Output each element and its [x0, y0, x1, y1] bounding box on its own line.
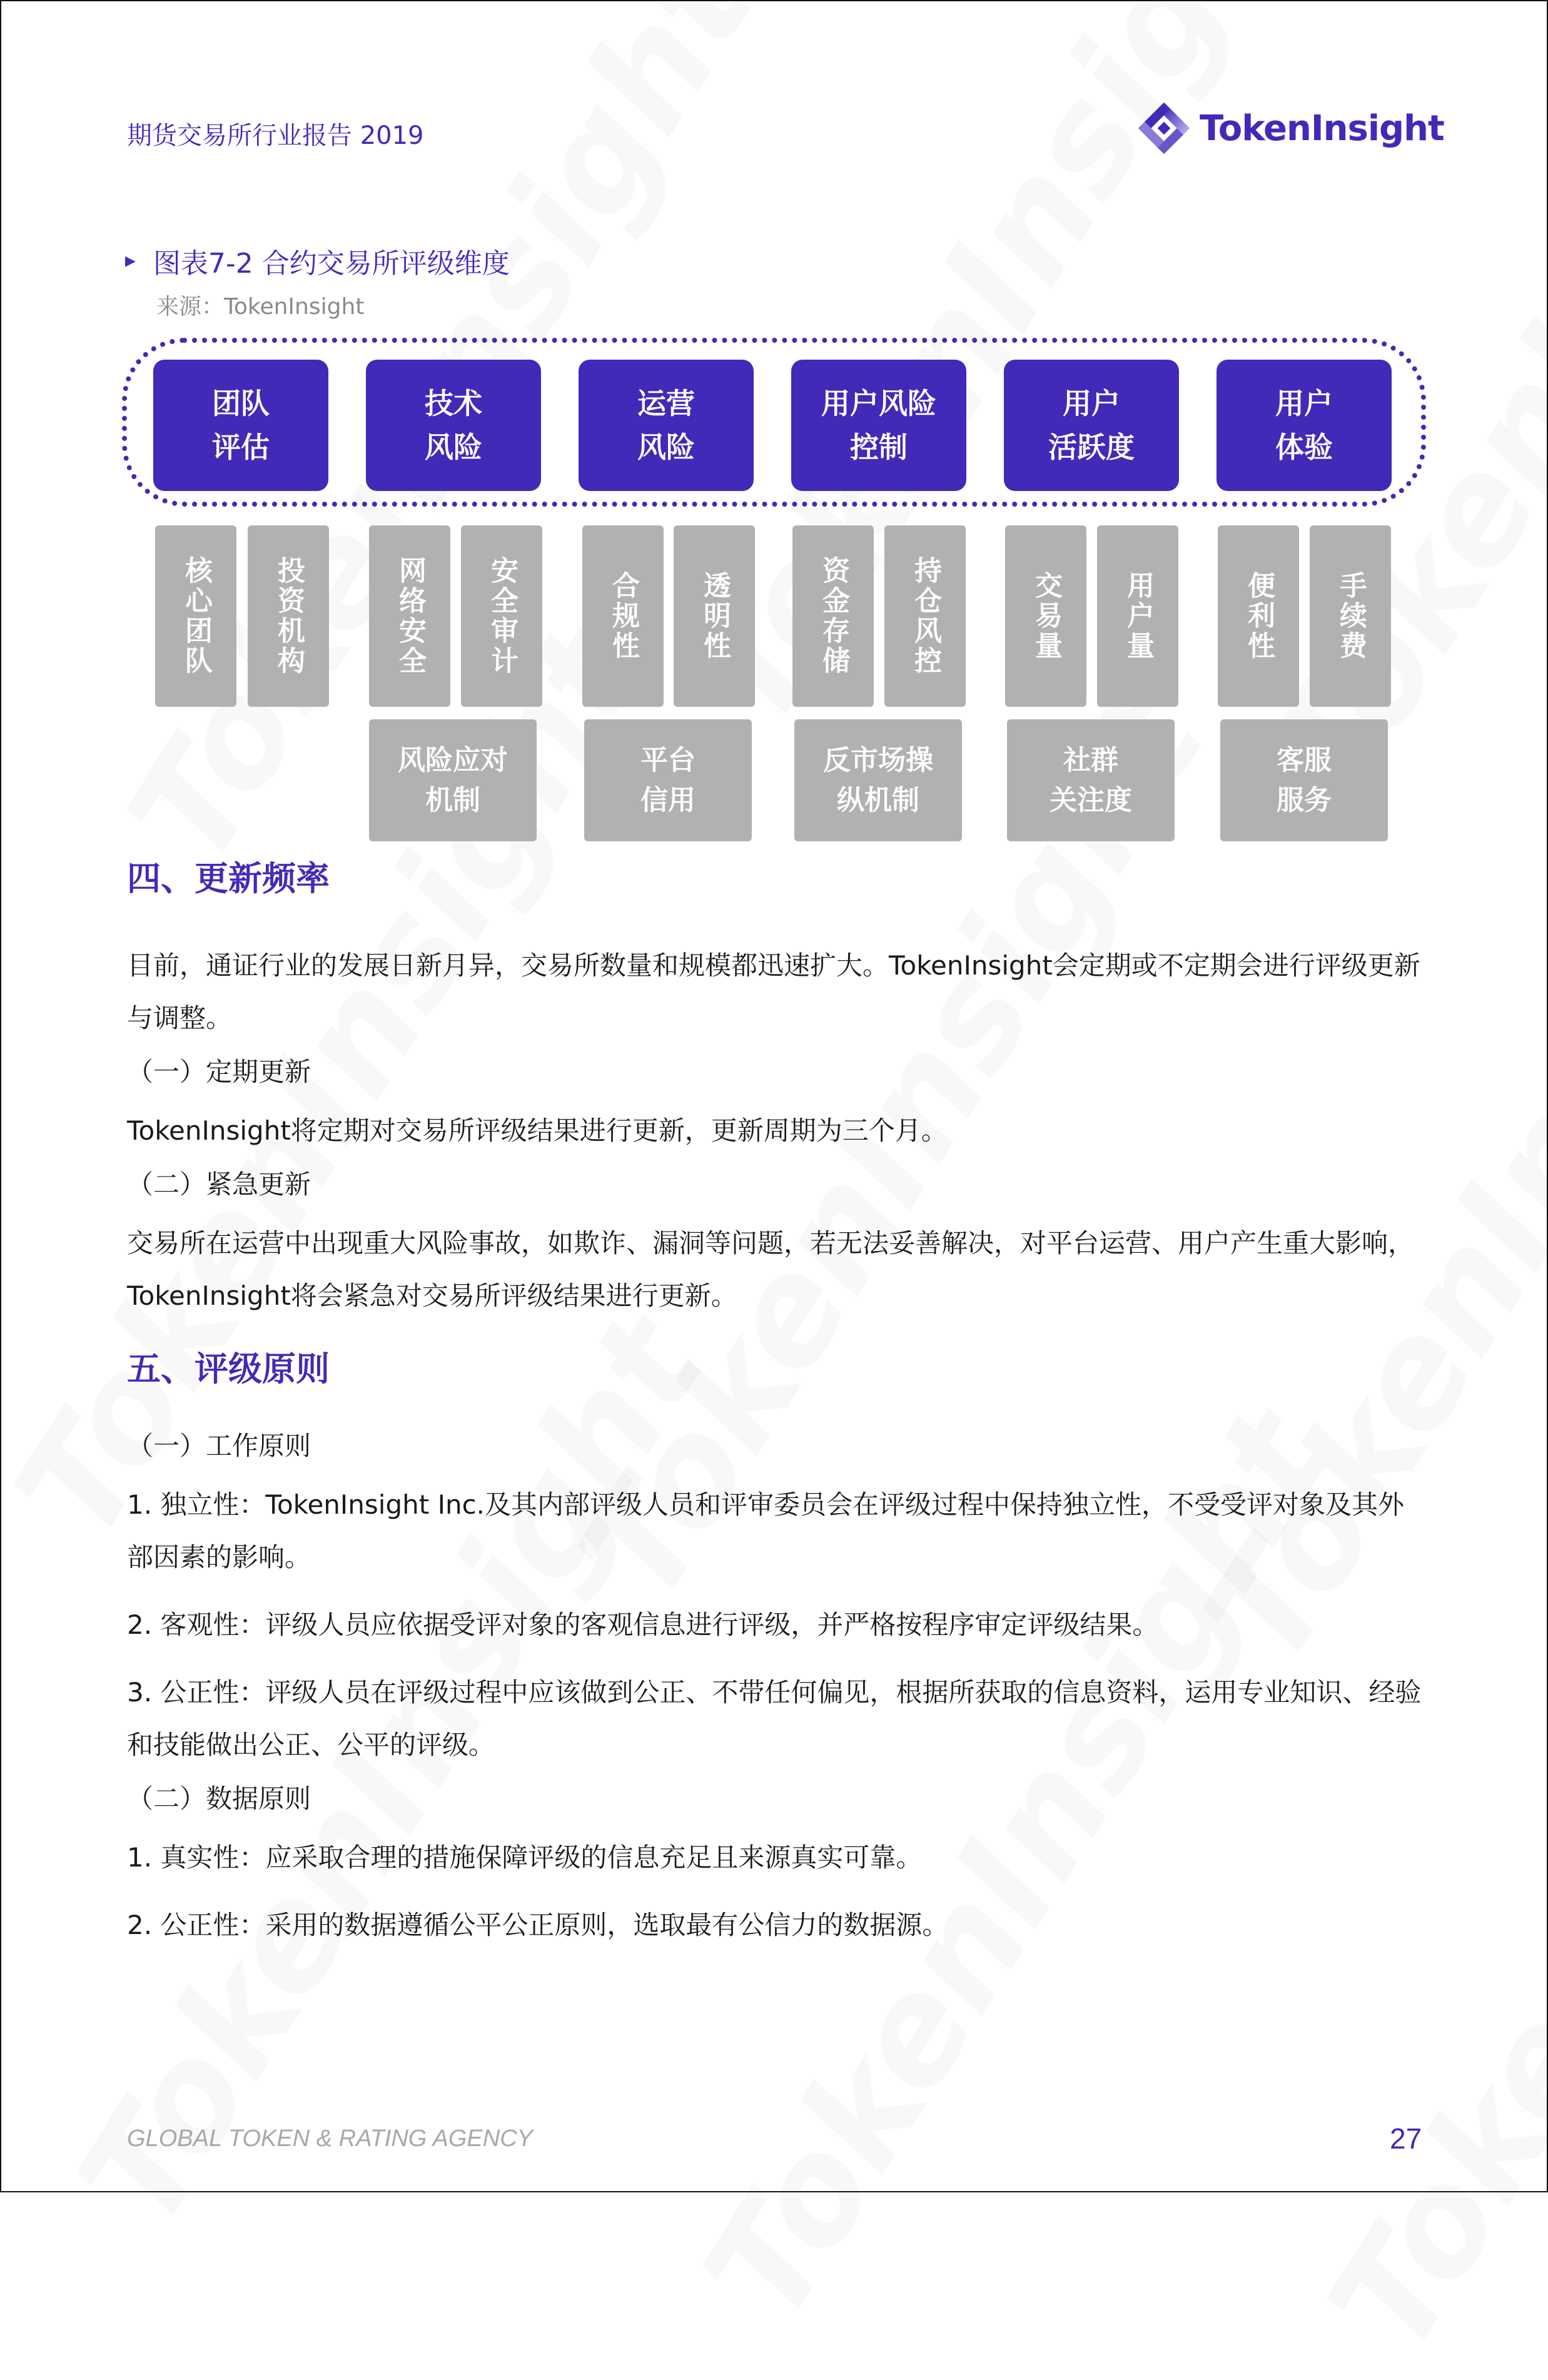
report-title: 期货交易所行业报告 2019: [127, 121, 424, 150]
paragraph: 交易所在运营中出现重大风险事故，如欺诈、漏洞等问题，若无法妥善解决，对平台运营、用户产生重大影响，TokenInsight将会紧急对交易所评级结果进行更新。: [127, 1228, 1415, 1311]
dimension-box-user-risk-control: [791, 360, 966, 491]
sub-item: 安全审计: [461, 525, 542, 707]
sub-item: 透明性: [674, 525, 755, 707]
sub-item: 手续费: [1310, 525, 1391, 707]
sub-item-label: 反市场操: [823, 744, 933, 776]
figure-title-text: 图表7-2 合约交易所评级维度: [153, 248, 510, 280]
sub-item-label: 客服: [1277, 744, 1332, 776]
sub-item-wide: [1220, 719, 1388, 841]
sub-item-label: 社群: [1063, 744, 1118, 776]
paragraph: 目前，通证行业的发展日新月异，交易所数量和规模都迅速扩大。TokenInsight会定期或不定期会进行评级更新与调整。: [127, 950, 1420, 1033]
sub-item: 投资机构: [248, 525, 329, 707]
body-content: [127, 857, 1425, 1952]
sub-item-label: 纵机制: [837, 784, 919, 816]
subsection-heading: （一）工作原则: [127, 1431, 311, 1461]
page-number: 27: [1390, 2122, 1422, 2155]
sub-item: 交易量: [1005, 525, 1086, 707]
sub-item: 持仓风控: [884, 525, 966, 707]
sub-item-label: 平台: [640, 744, 696, 776]
sub-item: 用户量: [1097, 525, 1178, 707]
dimension-label: 用户: [1275, 387, 1333, 420]
sub-item-label: 关注度: [1050, 784, 1132, 816]
logo-text: TokenInsight: [1200, 108, 1444, 149]
triangle-right-icon: ▶: [125, 253, 136, 269]
sub-item-wide: [369, 719, 537, 841]
tokeninsight-logo-icon: [1137, 101, 1191, 155]
paragraph: 2. 客观性：评级人员应依据受评对象的客观信息进行评级，并严格按程序审定评级结果。: [127, 1609, 1159, 1640]
sub-item-label: 风险应对: [398, 744, 508, 776]
section-heading: 四、更新频率: [127, 859, 330, 898]
paragraph: 2. 公正性：采用的数据遵循公平公正原则，选取最有公信力的数据源。: [127, 1910, 949, 1940]
dimension-label: 体验: [1275, 430, 1333, 464]
sub-item: 资金存储: [792, 525, 874, 707]
dimension-label: 风险: [425, 430, 482, 464]
sub-item: 便利性: [1218, 525, 1299, 707]
dimension-box-user-activity: [1004, 360, 1179, 491]
dimension-box-ops-risk: [579, 360, 754, 491]
dimension-box-team: [153, 360, 328, 491]
dimension-label: 用户: [1063, 387, 1120, 420]
dimension-label: 控制: [850, 430, 908, 464]
sub-item: 核心团队: [155, 525, 236, 707]
sub-item-wide: [794, 719, 962, 841]
dimension-label: 风险: [637, 430, 695, 464]
dimension-label: 用户风险: [821, 387, 936, 420]
dimension-box-tech-risk: [366, 360, 541, 491]
sub-item-label: 机制: [425, 784, 480, 816]
sub-item: 合规性: [582, 525, 664, 707]
footer-tagline: GLOBAL TOKEN & RATING AGENCY: [127, 2125, 533, 2152]
dimension-label: 活跃度: [1048, 430, 1135, 464]
paragraph: 3. 公正性：评级人员在评级过程中应该做到公正、不带任何偏见，根据所获取的信息资料，运用专业知识、经验和技能做出公正、公平的评级。: [127, 1677, 1422, 1760]
subsection-heading: （二）紧急更新: [127, 1169, 311, 1200]
figure-title: [125, 241, 510, 281]
subsection-heading: （二）数据原则: [127, 1783, 311, 1814]
paragraph: TokenInsight将定期对交易所评级结果进行更新，更新周期为三个月。: [127, 1115, 948, 1146]
figure-source: 来源：TokenInsight: [156, 294, 365, 320]
sub-item: 网络安全: [369, 525, 450, 707]
dimension-box-user-experience: [1217, 360, 1392, 491]
sub-item-wide: [1007, 719, 1175, 841]
paragraph: 1. 真实性：应采取合理的措施保障评级的信息充足且来源真实可靠。: [127, 1842, 923, 1873]
sub-item-wide: [584, 719, 752, 841]
paragraph: 1. 独立性：TokenInsight Inc.及其内部评级人员和评审委员会在评级过程中保持独立性，不受受评对象及其外部因素的影响。: [127, 1489, 1405, 1572]
dimension-label: 技术: [425, 387, 482, 420]
dimension-label: 运营: [637, 387, 695, 420]
brand-logo: [1137, 101, 1444, 155]
dimension-label: 团队: [212, 387, 270, 420]
sub-item-label: 信用: [640, 784, 696, 816]
sub-item-label: 服务: [1277, 784, 1332, 816]
section-heading: 五、评级原则: [127, 1349, 330, 1389]
subsection-heading: （一）定期更新: [127, 1056, 311, 1087]
dimension-label: 评估: [212, 430, 270, 464]
